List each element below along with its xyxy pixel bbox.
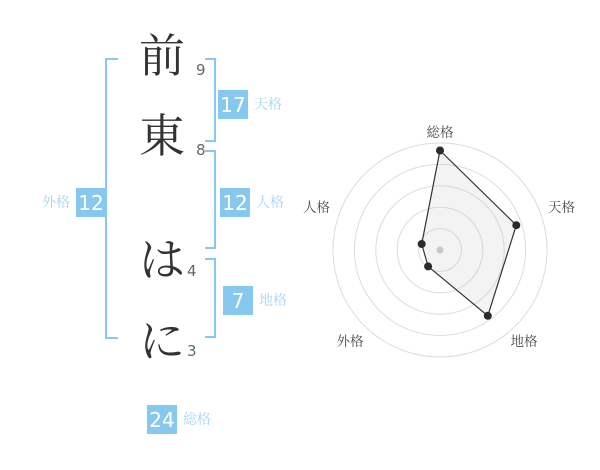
radar-axis-label: 外格: [336, 334, 364, 350]
chikaku-badge-group: [223, 286, 287, 315]
gaikaku-label: 外格: [42, 194, 70, 211]
soukaku-badge-group: [147, 405, 211, 434]
name-char-4: に: [139, 314, 185, 368]
jinkaku-badge-group: [220, 188, 284, 217]
chikaku-value-badge: 7: [223, 286, 253, 315]
radar-axis-label: 天格: [548, 200, 575, 216]
soukaku-value-badge: 24: [147, 405, 177, 434]
jinkaku-bracket: [205, 150, 216, 249]
soukaku-label: 総格: [183, 411, 211, 428]
radar-point: [436, 147, 444, 155]
stroke-count-1: 9: [196, 61, 206, 79]
tenkaku-bracket: [205, 58, 216, 142]
radar-center-dot: [437, 247, 444, 254]
name-char-2: 東: [139, 109, 185, 163]
jinkaku-label: 人格: [256, 194, 284, 211]
tenkaku-value-badge: 17: [218, 90, 248, 119]
gaikaku-bracket: [105, 58, 118, 339]
gaikaku-value-badge: 12: [76, 188, 106, 217]
stroke-count-3: 4: [187, 262, 197, 280]
radar-point: [418, 240, 426, 248]
name-char-3: は: [139, 233, 185, 287]
jinkaku-value-badge: 12: [220, 188, 250, 217]
radar-point: [484, 312, 492, 320]
name-char-1: 前: [139, 29, 185, 83]
radar-point: [424, 262, 432, 270]
tenkaku-label: 天格: [254, 96, 282, 113]
radar-chart: [300, 105, 580, 385]
radar-point: [512, 221, 520, 229]
radar-axis-label: 人格: [303, 200, 330, 216]
stroke-count-4: 3: [187, 342, 197, 360]
radar-axis-label: 地格: [510, 334, 538, 350]
gaikaku-badge-group: [42, 188, 106, 217]
chikaku-bracket: [205, 258, 216, 338]
stroke-count-2: 8: [196, 141, 206, 159]
tenkaku-badge-group: [218, 90, 282, 119]
radar-axis-label: 総格: [426, 125, 454, 141]
radar-polygon: [422, 151, 517, 316]
chikaku-label: 地格: [259, 292, 287, 309]
